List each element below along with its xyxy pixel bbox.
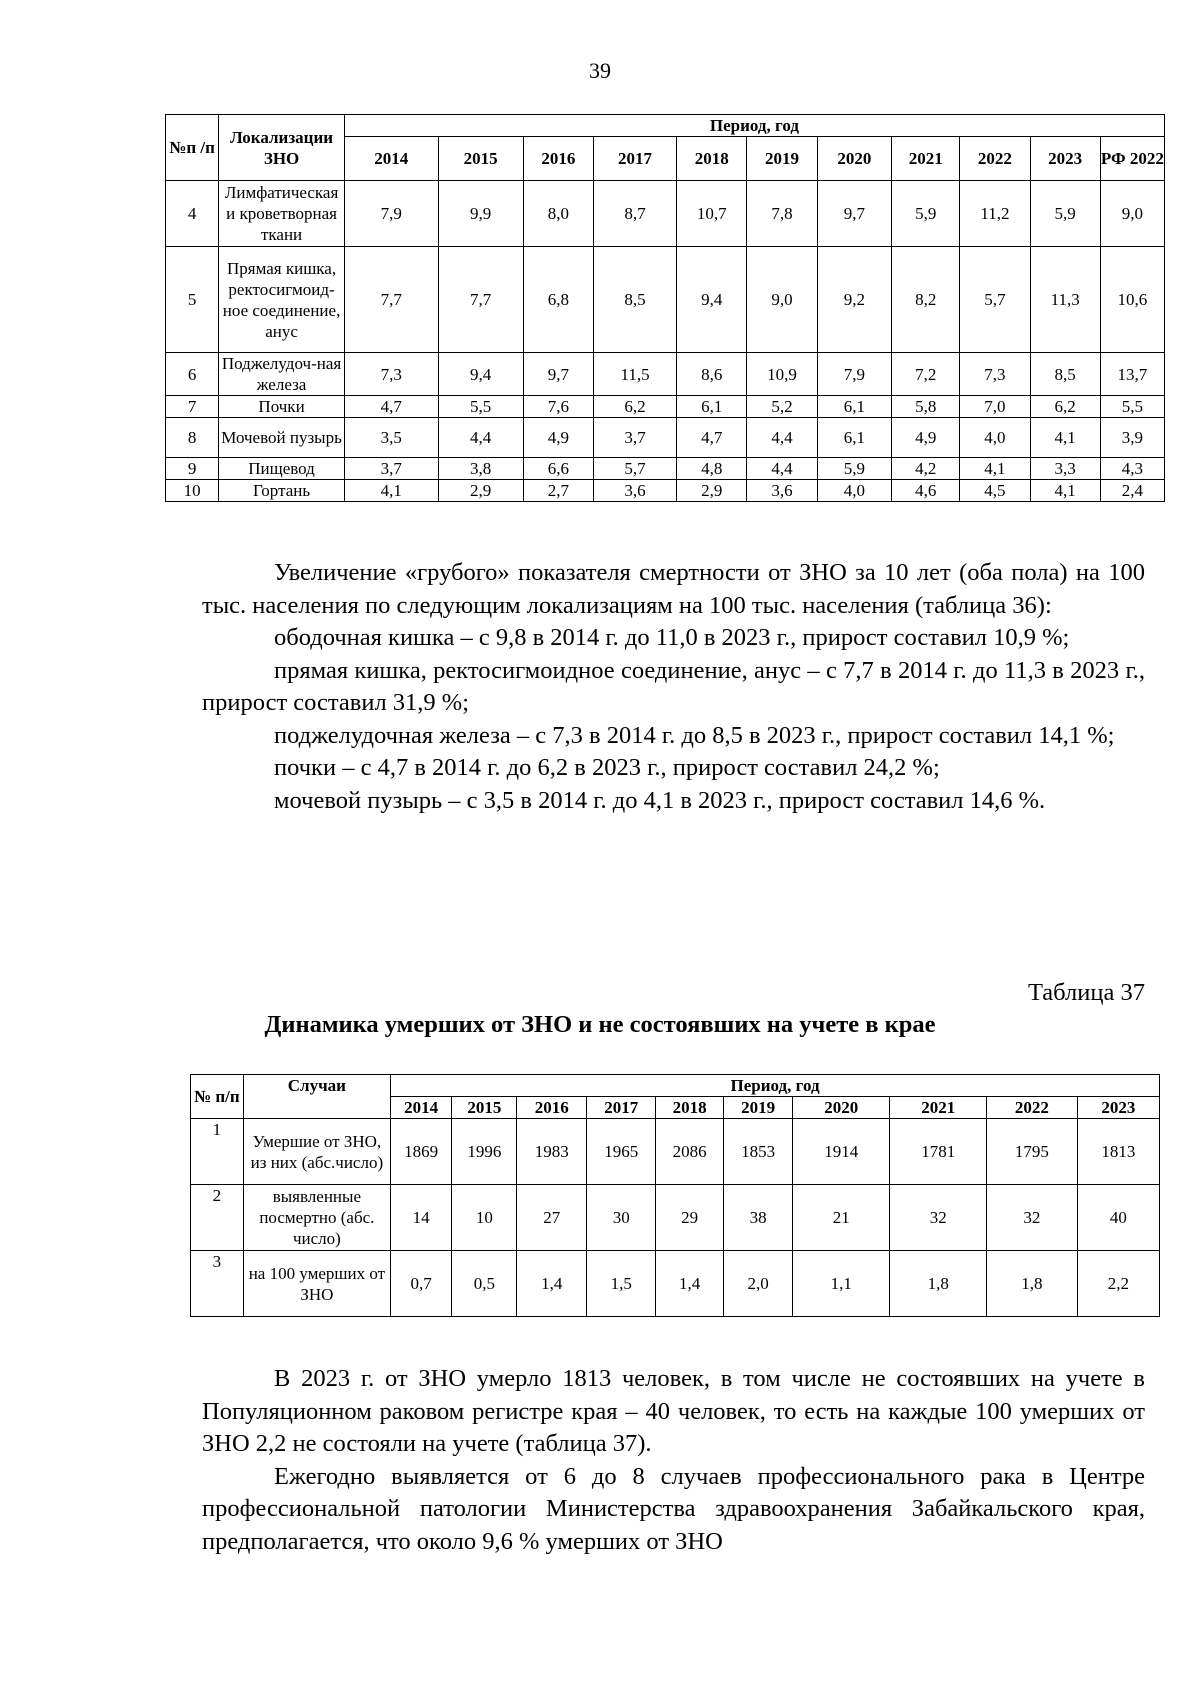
value-cell: 7,6 — [523, 396, 593, 418]
value-cell: 1914 — [793, 1119, 890, 1185]
value-cell: 10,9 — [747, 353, 817, 396]
table-row — [166, 480, 1165, 502]
value-cell: 4,4 — [438, 418, 523, 458]
case-cell: выявленные посмертно (абс. число) — [243, 1185, 390, 1251]
table-row — [191, 1119, 1160, 1185]
col-num-header: № п/п — [191, 1075, 244, 1119]
year-header: 2014 — [344, 137, 438, 181]
value-cell: 4,9 — [892, 418, 960, 458]
table-row — [166, 458, 1165, 480]
value-cell: 7,2 — [892, 353, 960, 396]
value-cell: 2086 — [656, 1119, 723, 1185]
value-cell: 10,7 — [677, 181, 747, 247]
value-cell: 6,2 — [1030, 396, 1100, 418]
value-cell: 11,3 — [1030, 247, 1100, 353]
table-row — [191, 1185, 1160, 1251]
row-number: 7 — [166, 396, 219, 418]
paragraph: мочевой пузырь – с 3,5 в 2014 г. до 4,1 в 2023 г., прирост составил 14,6 %. — [274, 786, 1046, 814]
value-cell: 5,5 — [1100, 396, 1164, 418]
table-title: Динамика умерших от ЗНО и не состоявших на учете в крае — [264, 1011, 936, 1038]
value-cell: 5,2 — [747, 396, 817, 418]
value-cell: 1795 — [987, 1119, 1078, 1185]
value-cell: 1813 — [1077, 1119, 1159, 1185]
value-cell: 4,2 — [892, 458, 960, 480]
value-cell: 9,2 — [817, 247, 892, 353]
value-cell: 4,1 — [960, 458, 1030, 480]
value-cell: 4,8 — [677, 458, 747, 480]
value-cell: 1965 — [586, 1119, 656, 1185]
value-cell: 4,1 — [344, 480, 438, 502]
value-cell: 7,7 — [438, 247, 523, 353]
value-cell: 1,4 — [656, 1251, 723, 1317]
year-header: 2020 — [817, 137, 892, 181]
value-cell: 2,7 — [523, 480, 593, 502]
value-cell: 32 — [987, 1185, 1078, 1251]
mortality-by-localization-table — [165, 114, 1165, 502]
value-cell: 11,5 — [594, 353, 677, 396]
deaths-not-registered-table — [190, 1074, 1160, 1317]
year-header: 2020 — [793, 1097, 890, 1119]
value-cell: 5,9 — [1030, 181, 1100, 247]
value-cell: 1983 — [517, 1119, 587, 1185]
value-cell: 5,8 — [892, 396, 960, 418]
value-cell: 8,5 — [594, 247, 677, 353]
value-cell: 7,9 — [817, 353, 892, 396]
value-cell: 9,9 — [438, 181, 523, 247]
value-cell: 1996 — [452, 1119, 517, 1185]
value-cell: 5,7 — [594, 458, 677, 480]
value-cell: 1,4 — [517, 1251, 587, 1317]
year-header: 2023 — [1077, 1097, 1159, 1119]
value-cell: 4,1 — [1030, 480, 1100, 502]
case-cell: Умершие от ЗНО, из них (абс.число) — [243, 1119, 390, 1185]
value-cell: 7,0 — [960, 396, 1030, 418]
localization-cell: Мочевой пузырь — [219, 418, 345, 458]
value-cell: 14 — [391, 1185, 452, 1251]
value-cell: 0,7 — [391, 1251, 452, 1317]
value-cell: 3,3 — [1030, 458, 1100, 480]
paragraph: Ежегодно выявляется от 6 до 8 случаев профессионального рака в Центре профессиональной патологии Министерства здравоохранения Забайкальского края, предполагается, что около 9,6 % умерших от ЗНО — [202, 1462, 1145, 1555]
value-cell: 4,6 — [892, 480, 960, 502]
year-header: 2016 — [523, 137, 593, 181]
year-header: 2017 — [586, 1097, 656, 1119]
paragraph: Увеличение «грубого» показателя смертности от ЗНО за 10 лет (оба пола) на 100 тыс. населения по следующим локализациям на 100 тыс. населения (таблица 36): — [202, 559, 1145, 619]
value-cell: 3,5 — [344, 418, 438, 458]
col-localization-header: Локализации ЗНО — [219, 115, 345, 181]
year-header: 2021 — [890, 1097, 987, 1119]
period-header: Период, год — [391, 1075, 1160, 1097]
value-cell: 9,4 — [438, 353, 523, 396]
value-cell: 1853 — [723, 1119, 793, 1185]
value-cell: 6,1 — [677, 396, 747, 418]
value-cell: 4,3 — [1100, 458, 1164, 480]
value-cell: 5,5 — [438, 396, 523, 418]
value-cell: 7,7 — [344, 247, 438, 353]
value-cell: 10,6 — [1100, 247, 1164, 353]
page-number: 39 — [589, 58, 611, 83]
value-cell: 8,7 — [594, 181, 677, 247]
value-cell: 1869 — [391, 1119, 452, 1185]
value-cell: 2,2 — [1077, 1251, 1159, 1317]
value-cell: 13,7 — [1100, 353, 1164, 396]
table-row — [166, 418, 1165, 458]
localization-cell: Пищевод — [219, 458, 345, 480]
value-cell: 5,9 — [817, 458, 892, 480]
value-cell: 8,2 — [892, 247, 960, 353]
year-header: 2021 — [892, 137, 960, 181]
localization-cell: Прямая кишка, ректосигмоид-ное соединение, анус — [219, 247, 345, 353]
value-cell: 30 — [586, 1185, 656, 1251]
value-cell: 9,4 — [677, 247, 747, 353]
year-header: 2023 — [1030, 137, 1100, 181]
value-cell: 1,1 — [793, 1251, 890, 1317]
value-cell: 1,8 — [890, 1251, 987, 1317]
value-cell: 7,3 — [960, 353, 1030, 396]
value-cell: 4,7 — [344, 396, 438, 418]
value-cell: 4,0 — [817, 480, 892, 502]
localization-cell: Лимфатическая и кроветворная ткани — [219, 181, 345, 247]
value-cell: 27 — [517, 1185, 587, 1251]
value-cell: 7,9 — [344, 181, 438, 247]
year-header: 2015 — [452, 1097, 517, 1119]
value-cell: 11,2 — [960, 181, 1030, 247]
value-cell: 6,1 — [817, 396, 892, 418]
table-row — [191, 1251, 1160, 1317]
value-cell: 9,0 — [747, 247, 817, 353]
col-case-header: Случаи — [243, 1075, 390, 1119]
value-cell: 6,8 — [523, 247, 593, 353]
value-cell: 5,7 — [960, 247, 1030, 353]
value-cell: 6,2 — [594, 396, 677, 418]
value-cell: 6,6 — [523, 458, 593, 480]
paragraph: прямая кишка, ректосигмоидное соединение, анус – с 7,7 в 2014 г. до 11,3 в 2023 г., прирост составил 31,9 %; — [202, 656, 1145, 716]
value-cell: 3,6 — [594, 480, 677, 502]
value-cell: 32 — [890, 1185, 987, 1251]
value-cell: 2,9 — [677, 480, 747, 502]
value-cell: 29 — [656, 1185, 723, 1251]
paragraph: В 2023 г. от ЗНО умерло 1813 человек, в том числе не состоявших на учете в Популяционном раковом регистре края – 40 человек, то есть на каждые 100 умерших от ЗНО 2,2 не состояли на учете (таблица 37). — [202, 1365, 1145, 1457]
value-cell: 2,4 — [1100, 480, 1164, 502]
localization-cell: Поджелудоч-ная железа — [219, 353, 345, 396]
year-header: 2016 — [517, 1097, 587, 1119]
value-cell: 9,0 — [1100, 181, 1164, 247]
table-row — [166, 247, 1165, 353]
year-header: 2022 — [987, 1097, 1078, 1119]
value-cell: 3,7 — [344, 458, 438, 480]
year-header: 2017 — [594, 137, 677, 181]
value-cell: 9,7 — [817, 181, 892, 247]
value-cell: 4,1 — [1030, 418, 1100, 458]
year-header: 2018 — [677, 137, 747, 181]
row-number: 4 — [166, 181, 219, 247]
year-header: 2019 — [747, 137, 817, 181]
value-cell: 21 — [793, 1185, 890, 1251]
row-number: 8 — [166, 418, 219, 458]
table-label: Таблица 37 — [1027, 979, 1145, 1006]
mortality-increase-text — [202, 557, 1145, 817]
value-cell: 9,7 — [523, 353, 593, 396]
value-cell: 10 — [452, 1185, 517, 1251]
case-cell: на 100 умерших от ЗНО — [243, 1251, 390, 1317]
summary-text — [202, 1363, 1145, 1558]
year-header: 2022 — [960, 137, 1030, 181]
row-number: 3 — [191, 1251, 244, 1317]
value-cell: 4,4 — [747, 458, 817, 480]
value-cell: 1,5 — [586, 1251, 656, 1317]
row-number: 1 — [191, 1119, 244, 1185]
value-cell: 38 — [723, 1185, 793, 1251]
table-row — [166, 181, 1165, 247]
value-cell: 4,9 — [523, 418, 593, 458]
year-header: 2015 — [438, 137, 523, 181]
value-cell: 3,8 — [438, 458, 523, 480]
table-row — [166, 396, 1165, 418]
value-cell: 5,9 — [892, 181, 960, 247]
col-num-header: №п /п — [166, 115, 219, 181]
value-cell: 3,6 — [747, 480, 817, 502]
row-number: 5 — [166, 247, 219, 353]
period-header: Период, год — [344, 115, 1164, 137]
value-cell: 40 — [1077, 1185, 1159, 1251]
value-cell: 8,5 — [1030, 353, 1100, 396]
localization-cell: Гортань — [219, 480, 345, 502]
value-cell: 8,0 — [523, 181, 593, 247]
value-cell: 1,8 — [987, 1251, 1078, 1317]
year-header: 2018 — [656, 1097, 723, 1119]
value-cell: 8,6 — [677, 353, 747, 396]
row-number: 9 — [166, 458, 219, 480]
value-cell: 4,0 — [960, 418, 1030, 458]
value-cell: 3,9 — [1100, 418, 1164, 458]
value-cell: 7,8 — [747, 181, 817, 247]
value-cell: 4,7 — [677, 418, 747, 458]
rf-2022-header: РФ 2022 — [1100, 137, 1164, 181]
value-cell: 7,3 — [344, 353, 438, 396]
localization-cell: Почки — [219, 396, 345, 418]
year-header: 2014 — [391, 1097, 452, 1119]
value-cell: 2,0 — [723, 1251, 793, 1317]
value-cell: 4,4 — [747, 418, 817, 458]
value-cell: 2,9 — [438, 480, 523, 502]
paragraph: ободочная кишка – с 9,8 в 2014 г. до 11,0 в 2023 г., прирост составил 10,9 %; — [274, 624, 1070, 651]
row-number: 2 — [191, 1185, 244, 1251]
row-number: 6 — [166, 353, 219, 396]
year-header: 2019 — [723, 1097, 793, 1119]
value-cell: 4,5 — [960, 480, 1030, 502]
row-number: 10 — [166, 480, 219, 502]
value-cell: 3,7 — [594, 418, 677, 458]
table-row — [166, 353, 1165, 396]
value-cell: 0,5 — [452, 1251, 517, 1317]
paragraph: поджелудочная железа – с 7,3 в 2014 г. до 8,5 в 2023 г., прирост составил 14,1 %; — [274, 721, 1115, 749]
value-cell: 6,1 — [817, 418, 892, 458]
value-cell: 1781 — [890, 1119, 987, 1185]
paragraph: почки – с 4,7 в 2014 г. до 6,2 в 2023 г., прирост составил 24,2 %; — [274, 754, 940, 781]
